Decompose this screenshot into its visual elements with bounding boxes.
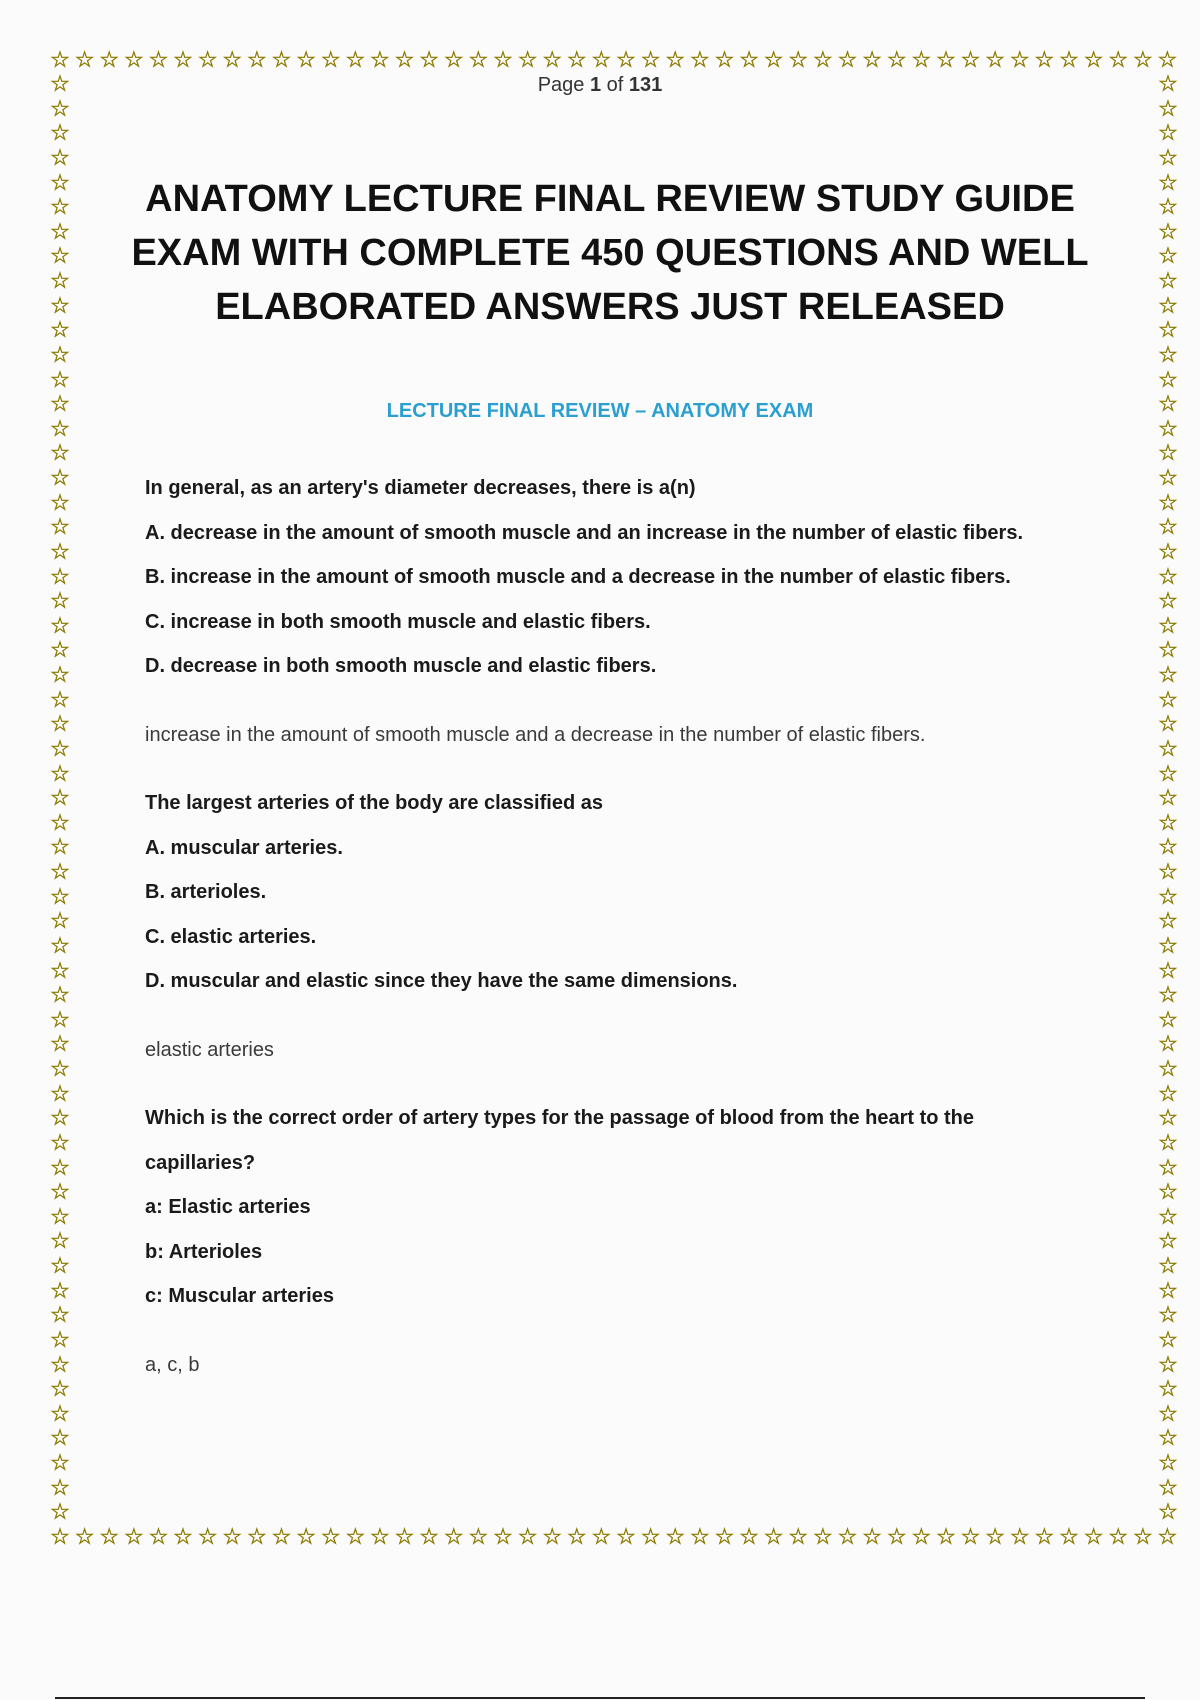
star-icon: ☆ [123, 47, 144, 72]
star-icon: ☆ [320, 47, 341, 72]
star-icon: ☆ [320, 1524, 341, 1549]
star-icon: ☆ [739, 47, 759, 72]
star-icon: ☆ [1158, 686, 1178, 712]
star-icon: ☆ [788, 1524, 809, 1549]
star-icon: ☆ [50, 662, 70, 687]
option: D. muscular and elastic since they have the same dimensions. [145, 970, 738, 992]
star-icon: ☆ [1158, 268, 1178, 293]
star-icon: ☆ [1158, 637, 1178, 663]
star-icon: ☆ [50, 859, 70, 884]
star-icon: ☆ [50, 1376, 70, 1402]
star-icon: ☆ [813, 1524, 833, 1549]
star-icon: ☆ [1158, 662, 1178, 687]
star-icon: ☆ [419, 1524, 439, 1549]
question-block [145, 466, 1085, 757]
star-icon: ☆ [50, 218, 70, 244]
star-icon: ☆ [148, 47, 169, 72]
star-icon: ☆ [1108, 1524, 1129, 1549]
star-icon: ☆ [50, 982, 70, 1008]
star-icon: ☆ [50, 366, 70, 392]
star-icon: ☆ [1034, 47, 1055, 72]
star-icon: ☆ [50, 1228, 70, 1254]
star-icon: ☆ [1158, 489, 1178, 515]
page-number: Page 1 of 131 [537, 74, 663, 96]
star-icon: ☆ [394, 47, 415, 72]
star-icon: ☆ [197, 1524, 218, 1549]
star-icon: ☆ [271, 1524, 292, 1549]
star-icon: ☆ [50, 1006, 70, 1032]
star-icon: ☆ [1158, 341, 1178, 367]
star-icon: ☆ [640, 1524, 661, 1549]
star-icon: ☆ [1158, 1129, 1178, 1155]
star-icon: ☆ [370, 1524, 390, 1549]
star-icon: ☆ [591, 1524, 612, 1549]
star-icon: ☆ [50, 292, 70, 318]
star-icon: ☆ [50, 883, 70, 909]
star-icon: ☆ [50, 341, 70, 367]
star-icon: ☆ [1157, 1524, 1178, 1549]
star-icon: ☆ [50, 932, 70, 958]
star-icon: ☆ [99, 1524, 120, 1549]
star-icon: ☆ [419, 47, 439, 72]
star-icon: ☆ [50, 908, 70, 934]
star-icon: ☆ [50, 465, 70, 490]
star-icon: ☆ [591, 47, 612, 72]
star-icon: ☆ [1158, 1376, 1178, 1402]
star-icon: ☆ [1158, 588, 1178, 614]
star-icon: ☆ [50, 514, 70, 540]
option: C. increase in both smooth muscle and elastic fibers. [145, 610, 651, 633]
star-icon: ☆ [911, 47, 932, 72]
star-icon: ☆ [542, 47, 563, 72]
star-icon: ☆ [1132, 47, 1153, 72]
star-icon: ☆ [1158, 1253, 1178, 1278]
star-icon: ☆ [886, 47, 907, 72]
star-icon: ☆ [50, 538, 70, 564]
answer-text: elastic arteries [145, 1038, 274, 1061]
star-icon: ☆ [222, 1524, 243, 1549]
star-icon: ☆ [173, 47, 193, 72]
star-icon: ☆ [50, 489, 70, 515]
star-icon: ☆ [1158, 563, 1178, 589]
bottom-divider [55, 1697, 1145, 1699]
star-icon: ☆ [50, 1129, 70, 1155]
star-icon: ☆ [763, 47, 784, 72]
star-icon: ☆ [99, 47, 120, 72]
star-icon: ☆ [50, 834, 70, 860]
star-icon: ☆ [345, 1524, 366, 1549]
star-icon: ☆ [468, 1524, 489, 1549]
star-icon: ☆ [247, 47, 267, 72]
star-border-right [1156, 72, 1180, 1525]
star-icon: ☆ [1009, 47, 1030, 72]
star-icon: ☆ [493, 1524, 513, 1549]
star-icon: ☆ [1158, 144, 1178, 170]
star-icon: ☆ [50, 391, 70, 417]
star-icon: ☆ [50, 1351, 70, 1377]
star-icon: ☆ [714, 1524, 735, 1549]
star-icon: ☆ [370, 47, 390, 72]
star-icon: ☆ [1158, 120, 1178, 146]
star-icon: ☆ [1158, 908, 1178, 934]
star-icon: ☆ [443, 47, 464, 72]
question-block [145, 1096, 1085, 1387]
star-icon: ☆ [960, 47, 981, 72]
star-icon: ☆ [665, 1524, 686, 1549]
star-icon: ☆ [50, 1105, 70, 1131]
star-icon: ☆ [1158, 957, 1178, 983]
star-icon: ☆ [1158, 711, 1178, 737]
star-icon: ☆ [271, 47, 292, 72]
star-icon: ☆ [1158, 834, 1178, 860]
star-icon: ☆ [50, 735, 70, 761]
star-icon: ☆ [1158, 1105, 1178, 1131]
star-icon: ☆ [50, 1425, 70, 1451]
star-icon: ☆ [1083, 1524, 1104, 1549]
star-icon: ☆ [1158, 1056, 1178, 1081]
star-icon: ☆ [50, 686, 70, 712]
question-text: In general, as an artery's diameter decreases, there is a(n) [145, 477, 696, 499]
star-icon: ☆ [50, 194, 70, 220]
star-icon: ☆ [1009, 1524, 1030, 1549]
star-icon: ☆ [1158, 169, 1178, 195]
star-icon: ☆ [1083, 47, 1104, 72]
star-icon: ☆ [517, 47, 538, 72]
star-icon: ☆ [689, 47, 710, 72]
star-icon: ☆ [1158, 1179, 1178, 1205]
star-icon: ☆ [50, 1203, 70, 1229]
star-icon: ☆ [517, 1524, 538, 1549]
star-icon: ☆ [1158, 1031, 1178, 1057]
star-icon: ☆ [468, 47, 489, 72]
star-icon: ☆ [1158, 735, 1178, 761]
star-icon: ☆ [50, 440, 70, 466]
star-icon: ☆ [1158, 932, 1178, 958]
star-icon: ☆ [1158, 1425, 1178, 1451]
star-icon: ☆ [1158, 292, 1178, 318]
option: a: Elastic arteries [145, 1196, 311, 1218]
star-icon: ☆ [50, 1474, 70, 1500]
star-icon: ☆ [1158, 95, 1178, 121]
star-icon: ☆ [50, 415, 70, 441]
star-icon: ☆ [1158, 1006, 1178, 1032]
star-icon: ☆ [1158, 194, 1178, 220]
option: c: Muscular arteries [145, 1285, 334, 1307]
star-icon: ☆ [689, 1524, 710, 1549]
star-icon: ☆ [1158, 415, 1178, 441]
star-icon: ☆ [739, 1524, 759, 1549]
star-icon: ☆ [1158, 218, 1178, 244]
star-icon: ☆ [443, 1524, 464, 1549]
question-text-continued: capillaries? [145, 1151, 256, 1174]
star-icon: ☆ [1158, 760, 1178, 786]
star-icon: ☆ [50, 957, 70, 983]
star-icon: ☆ [1158, 982, 1178, 1008]
section-subtitle: LECTURE FINAL REVIEW – ANATOMY EXAM [386, 400, 814, 422]
star-icon: ☆ [985, 47, 1006, 72]
star-icon: ☆ [886, 1524, 907, 1549]
star-icon: ☆ [1034, 1524, 1055, 1549]
star-icon: ☆ [862, 1524, 882, 1549]
star-icon: ☆ [1158, 1302, 1178, 1328]
star-icon: ☆ [616, 1524, 636, 1549]
star-icon: ☆ [1158, 465, 1178, 490]
questions-content [145, 466, 1085, 1411]
star-icon: ☆ [862, 47, 882, 72]
star-icon: ☆ [1158, 1228, 1178, 1254]
star-icon: ☆ [50, 1524, 70, 1549]
star-icon: ☆ [1158, 809, 1178, 835]
option: A. muscular arteries. [145, 836, 343, 859]
question-text: Which is the correct order of artery types for the passage of blood from the heart to the [145, 1107, 975, 1129]
star-icon: ☆ [1158, 1400, 1178, 1426]
star-icon: ☆ [50, 588, 70, 614]
star-icon: ☆ [493, 47, 513, 72]
option: b: Arterioles [145, 1240, 263, 1263]
star-icon: ☆ [763, 1524, 784, 1549]
star-icon: ☆ [50, 1253, 70, 1278]
star-icon: ☆ [616, 47, 636, 72]
star-icon: ☆ [1158, 1450, 1178, 1475]
star-icon: ☆ [936, 1524, 956, 1549]
star-icon: ☆ [50, 637, 70, 663]
star-icon: ☆ [1158, 538, 1178, 564]
star-icon: ☆ [197, 47, 218, 72]
star-icon: ☆ [50, 268, 70, 293]
star-icon: ☆ [1158, 1203, 1178, 1229]
star-icon: ☆ [50, 95, 70, 121]
star-icon: ☆ [911, 1524, 932, 1549]
star-icon: ☆ [296, 1524, 316, 1549]
star-icon: ☆ [1158, 514, 1178, 540]
option: D. decrease in both smooth muscle and elastic fibers. [145, 655, 657, 677]
star-icon: ☆ [1158, 366, 1178, 392]
star-icon: ☆ [936, 47, 956, 72]
star-icon: ☆ [50, 243, 70, 269]
star-icon: ☆ [50, 169, 70, 195]
star-icon: ☆ [345, 47, 366, 72]
star-icon: ☆ [50, 47, 70, 72]
star-icon: ☆ [50, 1080, 70, 1106]
star-icon: ☆ [1158, 883, 1178, 909]
star-icon: ☆ [50, 1326, 70, 1352]
star-icon: ☆ [50, 1056, 70, 1081]
star-icon: ☆ [1059, 1524, 1079, 1549]
star-icon: ☆ [50, 1031, 70, 1057]
star-icon: ☆ [1157, 47, 1178, 72]
star-icon: ☆ [1158, 1326, 1178, 1352]
star-icon: ☆ [960, 1524, 981, 1549]
star-icon: ☆ [50, 785, 70, 811]
star-icon: ☆ [1158, 1474, 1178, 1500]
star-icon: ☆ [665, 47, 686, 72]
star-icon: ☆ [566, 47, 587, 72]
star-icon: ☆ [1158, 859, 1178, 884]
star-icon: ☆ [1059, 47, 1079, 72]
star-icon: ☆ [1158, 317, 1178, 343]
star-icon: ☆ [50, 71, 70, 96]
star-icon: ☆ [837, 1524, 858, 1549]
star-icon: ☆ [1158, 612, 1178, 638]
option: C. elastic arteries. [145, 925, 317, 948]
option: A. decrease in the amount of smooth muscle and an increase in the number of elastic fibers. [145, 521, 1023, 544]
star-icon: ☆ [50, 1400, 70, 1426]
star-icon: ☆ [50, 1277, 70, 1303]
star-icon: ☆ [394, 1524, 415, 1549]
star-icon: ☆ [640, 47, 661, 72]
answer-text: a, c, b [145, 1353, 200, 1376]
star-icon: ☆ [247, 1524, 267, 1549]
star-icon: ☆ [1158, 71, 1178, 96]
star-icon: ☆ [74, 47, 95, 72]
star-icon: ☆ [1158, 243, 1178, 269]
star-icon: ☆ [1158, 391, 1178, 417]
star-icon: ☆ [1158, 785, 1178, 811]
star-icon: ☆ [50, 144, 70, 170]
star-icon: ☆ [1158, 1351, 1178, 1377]
option: B. increase in the amount of smooth muscle and a decrease in the number of elastic fibers. [145, 566, 1011, 588]
star-icon: ☆ [50, 1450, 70, 1475]
star-icon: ☆ [74, 1524, 95, 1549]
star-icon: ☆ [1158, 1080, 1178, 1106]
star-icon: ☆ [714, 47, 735, 72]
answer-text: increase in the amount of smooth muscle and a decrease in the number of elastic fibers. [145, 723, 926, 746]
star-border-left [48, 72, 72, 1525]
question-text: The largest arteries of the body are classified as [145, 792, 603, 814]
star-icon: ☆ [50, 711, 70, 737]
star-icon: ☆ [296, 47, 316, 72]
star-icon: ☆ [1158, 1277, 1178, 1303]
star-icon: ☆ [148, 1524, 169, 1549]
star-icon: ☆ [50, 563, 70, 589]
star-icon: ☆ [50, 1179, 70, 1205]
star-icon: ☆ [173, 1524, 193, 1549]
star-icon: ☆ [1108, 47, 1129, 72]
star-icon: ☆ [222, 47, 243, 72]
star-icon: ☆ [985, 1524, 1006, 1549]
star-border-bottom [48, 1525, 1180, 1549]
star-icon: ☆ [50, 612, 70, 638]
star-icon: ☆ [837, 47, 858, 72]
star-icon: ☆ [1132, 1524, 1153, 1549]
star-icon: ☆ [1158, 1154, 1178, 1180]
star-icon: ☆ [50, 760, 70, 786]
star-icon: ☆ [50, 317, 70, 343]
star-icon: ☆ [50, 809, 70, 835]
star-icon: ☆ [566, 1524, 587, 1549]
star-icon: ☆ [50, 1154, 70, 1180]
star-icon: ☆ [50, 120, 70, 146]
star-icon: ☆ [788, 47, 809, 72]
star-icon: ☆ [1158, 440, 1178, 466]
star-icon: ☆ [50, 1499, 70, 1525]
document-title: ANATOMY LECTURE FINAL REVIEW STUDY GUIDE EXAM WITH COMPLETE 450 QUESTIONS AND WELL ELABORATED ANSWERS JUST RELEASED [131, 178, 1089, 328]
star-icon: ☆ [1158, 1499, 1178, 1525]
star-icon: ☆ [813, 47, 833, 72]
star-icon: ☆ [542, 1524, 563, 1549]
star-border-top [48, 48, 1180, 72]
option: B. arterioles. [145, 881, 267, 903]
star-icon: ☆ [123, 1524, 144, 1549]
star-icon: ☆ [50, 1302, 70, 1328]
question-block [145, 781, 1085, 1072]
